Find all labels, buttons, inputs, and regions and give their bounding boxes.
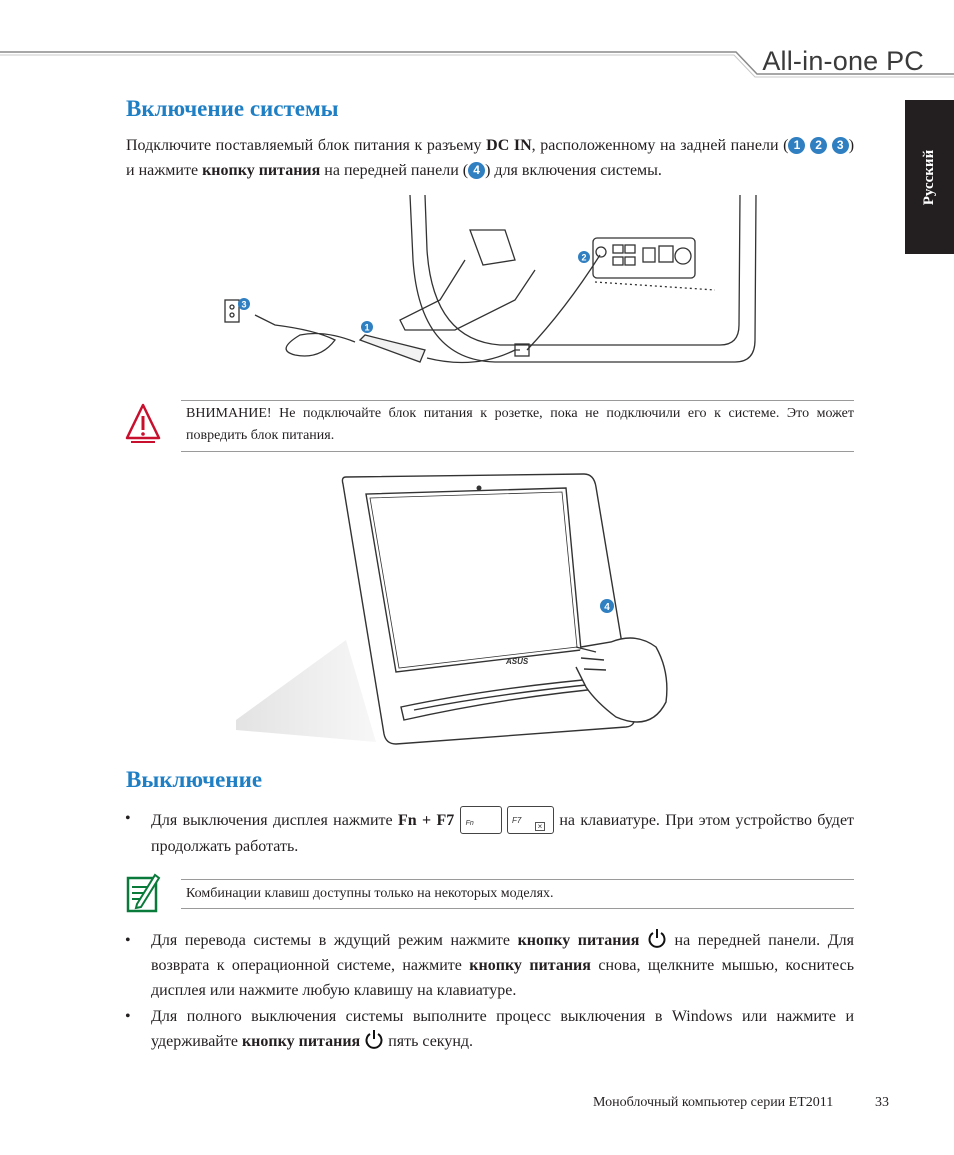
language-tab-label: Русский xyxy=(921,149,938,205)
warning-top-rule xyxy=(181,400,854,401)
f7-key-icon: F7 × xyxy=(507,806,554,834)
note-top-rule xyxy=(181,879,854,880)
brand-title: All-in-one PC xyxy=(762,46,924,76)
callout-badge-4: 4 xyxy=(468,162,485,179)
footer-title: Моноблочный компьютер серии ET2011 xyxy=(593,1095,834,1110)
bullet-display-off: • Для выключения дисплея нажмите Fn + F7 Fn F7 × на клавиатуре. При этом устройство будет продолжать работать. xyxy=(151,806,854,859)
power-button-illustration xyxy=(236,472,670,747)
note-text: Комбинации клавиш доступны только на некоторых моделях. xyxy=(186,886,554,901)
power-on-paragraph: Подключите поставляемый блок питания к разъему DC IN, расположенному на задней панели ( 1 2 3 ) и нажмите кнопку питания на передней панели ( 4 ) для включения системы. xyxy=(126,137,855,179)
bullet-shutdown: • Для полного выключения системы выполните процесс выключения в Windows или нажмите и удерживайте кнопку питания пять секунд. xyxy=(125,1008,854,1050)
callout-badge-3: 3 xyxy=(832,137,849,154)
warning-text: ВНИМАНИЕ! Не подключайте блок питания к розетке, пока не подключили его к системе. Это может повредить блок питания. xyxy=(186,406,854,443)
section-title-power-off: Выключение xyxy=(126,767,263,792)
warning-icon xyxy=(124,402,162,448)
power-icon xyxy=(364,1029,384,1049)
note-bottom-rule xyxy=(181,908,854,909)
asus-logo: ASUS xyxy=(506,657,529,666)
note-icon xyxy=(125,871,161,915)
fn-key-icon: Fn xyxy=(460,806,502,834)
section-title-power-on: Включение системы xyxy=(126,96,339,121)
language-tab xyxy=(905,100,954,254)
power-connection-illustration xyxy=(215,190,763,380)
bullet-sleep-mode: • Для перевода системы в ждущий режим нажмите кнопку питания на передней панели. Для возврата к операционной системе, нажмите кнопку питания снова, щелкните мышью, коснитесь дисплея или нажмите любую клавишу на клавиатуре. xyxy=(151,928,854,1003)
figure-callout-4: 4 xyxy=(604,602,610,613)
figure-callout-3: 3 xyxy=(241,299,247,310)
power-icon xyxy=(647,928,667,948)
callout-badge-1: 1 xyxy=(788,137,805,154)
figure-callout-2: 2 xyxy=(581,252,587,263)
figure-callout-1: 1 xyxy=(364,322,370,333)
page-number: 33 xyxy=(875,1095,889,1110)
callout-badge-2: 2 xyxy=(810,137,827,154)
warning-bottom-rule xyxy=(181,451,854,452)
